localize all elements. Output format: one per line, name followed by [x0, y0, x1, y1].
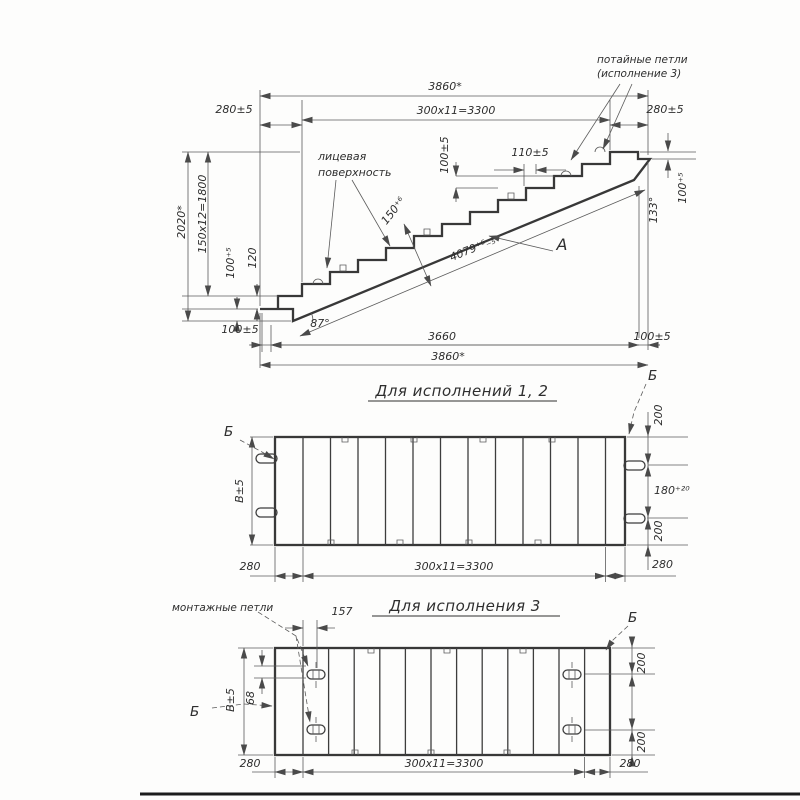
loop-details: [313, 662, 575, 742]
plan3-title: Для исполнения 3: [389, 597, 541, 615]
dim-280-left3: 280: [239, 757, 261, 770]
dim-soffit-4079: 4079⁺⁶₋₅: [447, 233, 498, 265]
section-letter-b-right: Б: [648, 368, 658, 384]
dim-200-bottom3: 200: [635, 731, 648, 753]
plan12-body: [275, 437, 625, 545]
lifting-loop: [624, 461, 645, 470]
plan12-embed-marks: [328, 437, 555, 545]
plan3-step-lines: [303, 648, 585, 755]
hidden-loops-label-1: потайные петли: [597, 54, 688, 66]
mounting-loops-leader-1: [258, 612, 308, 666]
face-surface-label-1: лицевая: [318, 150, 367, 163]
dim-200-bottom: 200: [652, 520, 665, 542]
dim-280-right3: 280: [619, 757, 641, 770]
view-a-arrow: [489, 236, 553, 251]
dim-steps-top: 300x11=3300: [416, 104, 496, 117]
dim-157: 157: [331, 605, 353, 618]
extension-lines: [182, 90, 696, 368]
dim-280-right: 280: [652, 558, 673, 571]
plan-view-3: [172, 597, 655, 778]
mounting-loops: [307, 662, 581, 742]
plan3-embed-marks: [352, 648, 526, 755]
dim-overlap: 110±5: [511, 146, 549, 159]
dim-steps3: 300x11=3300: [404, 757, 484, 770]
dim-span-3660: 3660: [428, 330, 456, 343]
plan-view-1-2: [224, 368, 690, 582]
plan3-body: [275, 648, 610, 755]
section-leader-right3: [606, 626, 628, 650]
mounting-loop: [307, 725, 325, 734]
angle-87: 87°: [310, 317, 330, 330]
dim-180: 180⁺²⁰: [654, 484, 690, 497]
dim-68: 68: [244, 691, 257, 705]
dim-ledge-100: 100⁺⁵: [224, 247, 237, 279]
mounting-loop: [563, 725, 581, 734]
mounting-loops-label: монтажные петли: [172, 602, 274, 614]
section-leader-right: [629, 384, 646, 434]
dim-280-left: 280: [239, 560, 261, 573]
dim-right-100: 100⁺⁵: [676, 172, 689, 204]
dim-height-total: 2020*: [175, 205, 188, 239]
side-elevation-view: [175, 54, 696, 368]
dim-bottom-right-100: 100±5: [633, 330, 671, 343]
dim-bottom-left-100: 100±5: [221, 323, 259, 336]
angle-133: 133°: [647, 196, 660, 224]
plan12-step-lines: [303, 437, 606, 545]
mounting-loop: [307, 670, 325, 679]
dim-offset-left: 280±5: [215, 103, 253, 116]
dim-riser-top: 100±5: [438, 136, 451, 174]
view-a-letter: А: [556, 235, 568, 254]
leader-face-1: [327, 180, 336, 268]
dim-risers-formula: 150x12=1800: [196, 174, 209, 254]
dim-total-top: 3860*: [428, 80, 462, 93]
dim-nose-120: 120: [246, 247, 259, 269]
dim-200-top3: 200: [635, 652, 648, 674]
dim-200-top: 200: [652, 404, 665, 426]
section-letter-b-left3: Б: [190, 704, 200, 720]
section-letter-b-right3: Б: [628, 610, 638, 626]
dim-width-b5: В±5: [233, 479, 246, 503]
section-leader-left3: [212, 704, 272, 708]
dim-total-bottom: 3860*: [431, 350, 465, 363]
dim-steps: 300x11=3300: [414, 560, 494, 573]
mounting-loop: [563, 670, 581, 679]
hidden-loops-label-2: (исполнение 3): [597, 68, 682, 80]
dim-offset-right: 280±5: [646, 103, 684, 116]
section-letter-b-left: Б: [224, 424, 234, 440]
face-surface-label-2: поверхность: [318, 166, 392, 179]
leader-hidden-loop-2: [603, 84, 632, 149]
plan12-title: Для исполнений 1, 2: [375, 382, 549, 400]
dim-slab-150: 150⁺⁶: [378, 194, 408, 228]
leader-hidden-loop-1: [571, 84, 620, 160]
dim-line-150: [404, 224, 431, 286]
dim-width-b5-3: В±5: [224, 688, 237, 712]
lifting-loop: [624, 514, 645, 523]
